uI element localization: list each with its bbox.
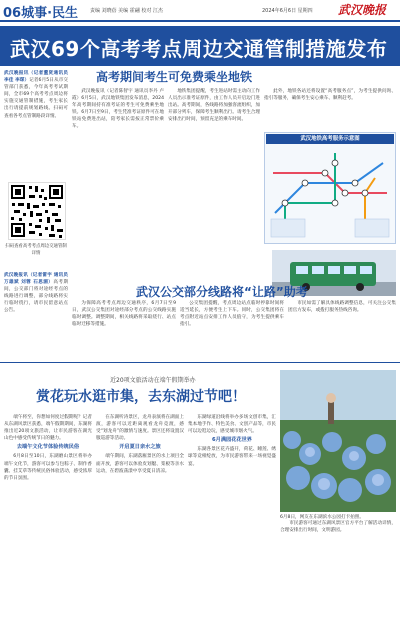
article1-col3-text: 此外，地铁各站还将设置“高考服务点”，为考生提供问询、指引等服务，确保考生安心乘车、顺利赶考。: [264, 89, 396, 102]
article1-col2-text: 地铁集团提醒，考生进站时需主动向工作人员出示准考证原件，由工作人员开启边门进出站。高考期间，各线路将加强客流组织，加开部分列车，保障考生顺利出行。请考生合理安排出行时间，预留充足的乘车时间。: [168, 89, 260, 123]
article2-column-2: [180, 300, 284, 360]
article3-col2-text: 在东湖听涛景区，龙舟表演将在湖面上演，游客可以近距离观看龙舟竞渡，感受“划龙舟”的激情与速度。景区还将设置汉服巡游等活动。: [96, 415, 184, 442]
article1-byline: 武汉晚报讯（记者董贤通讯员李佳 李琛）: [4, 71, 68, 84]
metro-map-drawing: [265, 133, 395, 243]
article1-lead-text: 记者6月5日从市交管部门获悉，今年高考考试期间，全市69个高考考点周边将实施交通管制措施，考生家长出行请提前规划路线。扫码可查看各考点管制路段详情。: [4, 78, 68, 119]
article3-col1b-text: 6月8日至10日，东湖磨山景区将举办端午文化节，游客可以参与包粽子、制作香囊、挂艾草等传统民俗体验活动，感受浓厚的节日氛围。: [4, 454, 92, 481]
article2-col1-text: 为保障高考考点周边交通秩序，6月7日至9日，武汉公交集团对途经部分考点的公交线路实施临时调整。调整期间，相关线路将采取绕行、站点临时迁移等措施。: [72, 301, 176, 328]
article2-byline: 武汉晚报讯（记者雷宇 通讯员万雄斌 刘蓉 石思湄）: [4, 273, 68, 286]
article1-column-1: [72, 88, 164, 268]
article2-col3-text: 市民如需了解具体线路调整信息，可关注公交集团官方发布，或拨打服务热线咨询。: [288, 301, 396, 314]
metro-map-graphic: [264, 132, 396, 244]
article3-headline: 赏花玩水逛市集，去东湖过节吧！: [36, 389, 246, 405]
qr-code-image: [9, 183, 65, 239]
article2-lead: [4, 272, 68, 356]
article3-col4-text: 市民游客可通过东湖风景区官方平台了解活动详情，合理安排出行时间，文明游园。: [280, 521, 396, 534]
article3-col3b-text: 东湖各景区花卉盛开，荷花、睡莲、绣球等竞相绽放，为市民游客带来一场视觉盛宴。: [188, 447, 276, 467]
article2-headline: 武汉公交部分线路将“让路”助考: [136, 285, 308, 299]
article3-column-2: [96, 414, 184, 620]
section-divider: [0, 362, 400, 363]
article2-column-3: [288, 300, 396, 360]
article3-kicker: 近20项文旅活动在端午假期举办: [110, 377, 196, 384]
flower-garden-photo: [280, 370, 396, 512]
metro-map-title: 武汉地铁高考服务示意图: [266, 134, 394, 144]
article1-col1-text: 武汉晚报讯（记者陈智宇 通讯员李丹 卢霞）6月5日，武汉地铁集团发布消息，2024年高考期间持有准考证的考生可免费乘坐地铁。6月7日至9日，考生凭准考证原件可在地铁站免费进出站，陪考家长需按正常票价乘车。: [72, 89, 164, 130]
main-headline: 武汉69个高考考点周边交通管制措施发布: [10, 37, 388, 61]
article3-column-4: [280, 520, 396, 620]
article3-col1-text: 端午将至，你想如何度过假期呢？记者从东湖风景区获悉，端午假期期间，东湖将推出近20项文旅活动，让市民游客在湖光山色中感受传统节日的魅力。: [4, 415, 92, 442]
article3-subhead-3: 6月满园花花世界: [212, 437, 252, 444]
article3-col2b-text: 端午期间，东湖落雁景区的水上项目全面开放，游客可以体验皮划艇、桨板等亲水运动，在碧波荡漾中享受夏日清凉。: [96, 454, 184, 474]
article2-lead-text: 高考期间，公交部门将对途经考点的线路进行调整，部分线路将实行临时绕行，请市民留意站点公告。: [4, 280, 68, 314]
article3-subhead-2: 开启夏日亲水之旅: [119, 444, 161, 451]
article3-column-1: [4, 414, 92, 620]
article1-column-2: [168, 88, 260, 268]
photo-caption: 6月8日，网友在东湖滨水公园打卡拍照。: [280, 515, 364, 520]
article1-headline: 高考期间考生可免费乘坐地铁: [96, 70, 253, 84]
article3-column-3: [188, 414, 276, 620]
article3-subhead-1: 去端午文化节体验传统民俗: [16, 444, 80, 451]
editor-credits: 责编 刘晓蓓 美编 霍翩 校对 江杰: [90, 8, 163, 14]
flower-garden-illustration: [280, 370, 396, 512]
qr-code[interactable]: [8, 182, 66, 240]
newspaper-logo: 武汉晚报: [338, 3, 387, 17]
issue-date: 2024年6月6日 星期四: [262, 8, 313, 14]
article2-column-1: [72, 300, 176, 360]
qr-caption: 扫码查看高考考点周边交通管制详情: [5, 244, 67, 256]
section-title: 06城事·民生: [3, 6, 79, 21]
article1-lead: [4, 70, 68, 182]
article1-column-3: [264, 88, 396, 130]
article2-col2-text: 公交集团提醒，考点周边站点临时停靠时间将适当延长，方便考生上下车。同时，公交集团将在考点附近站点安排工作人员值守，为考生提供乘车指引。: [180, 301, 284, 328]
article3-col3-text: 东湖绿道沿线将举办多场文创市集，汇集本地手作、特色美食、文创产品等，市民可以边逛边玩，感受城市烟火气。: [188, 415, 276, 435]
